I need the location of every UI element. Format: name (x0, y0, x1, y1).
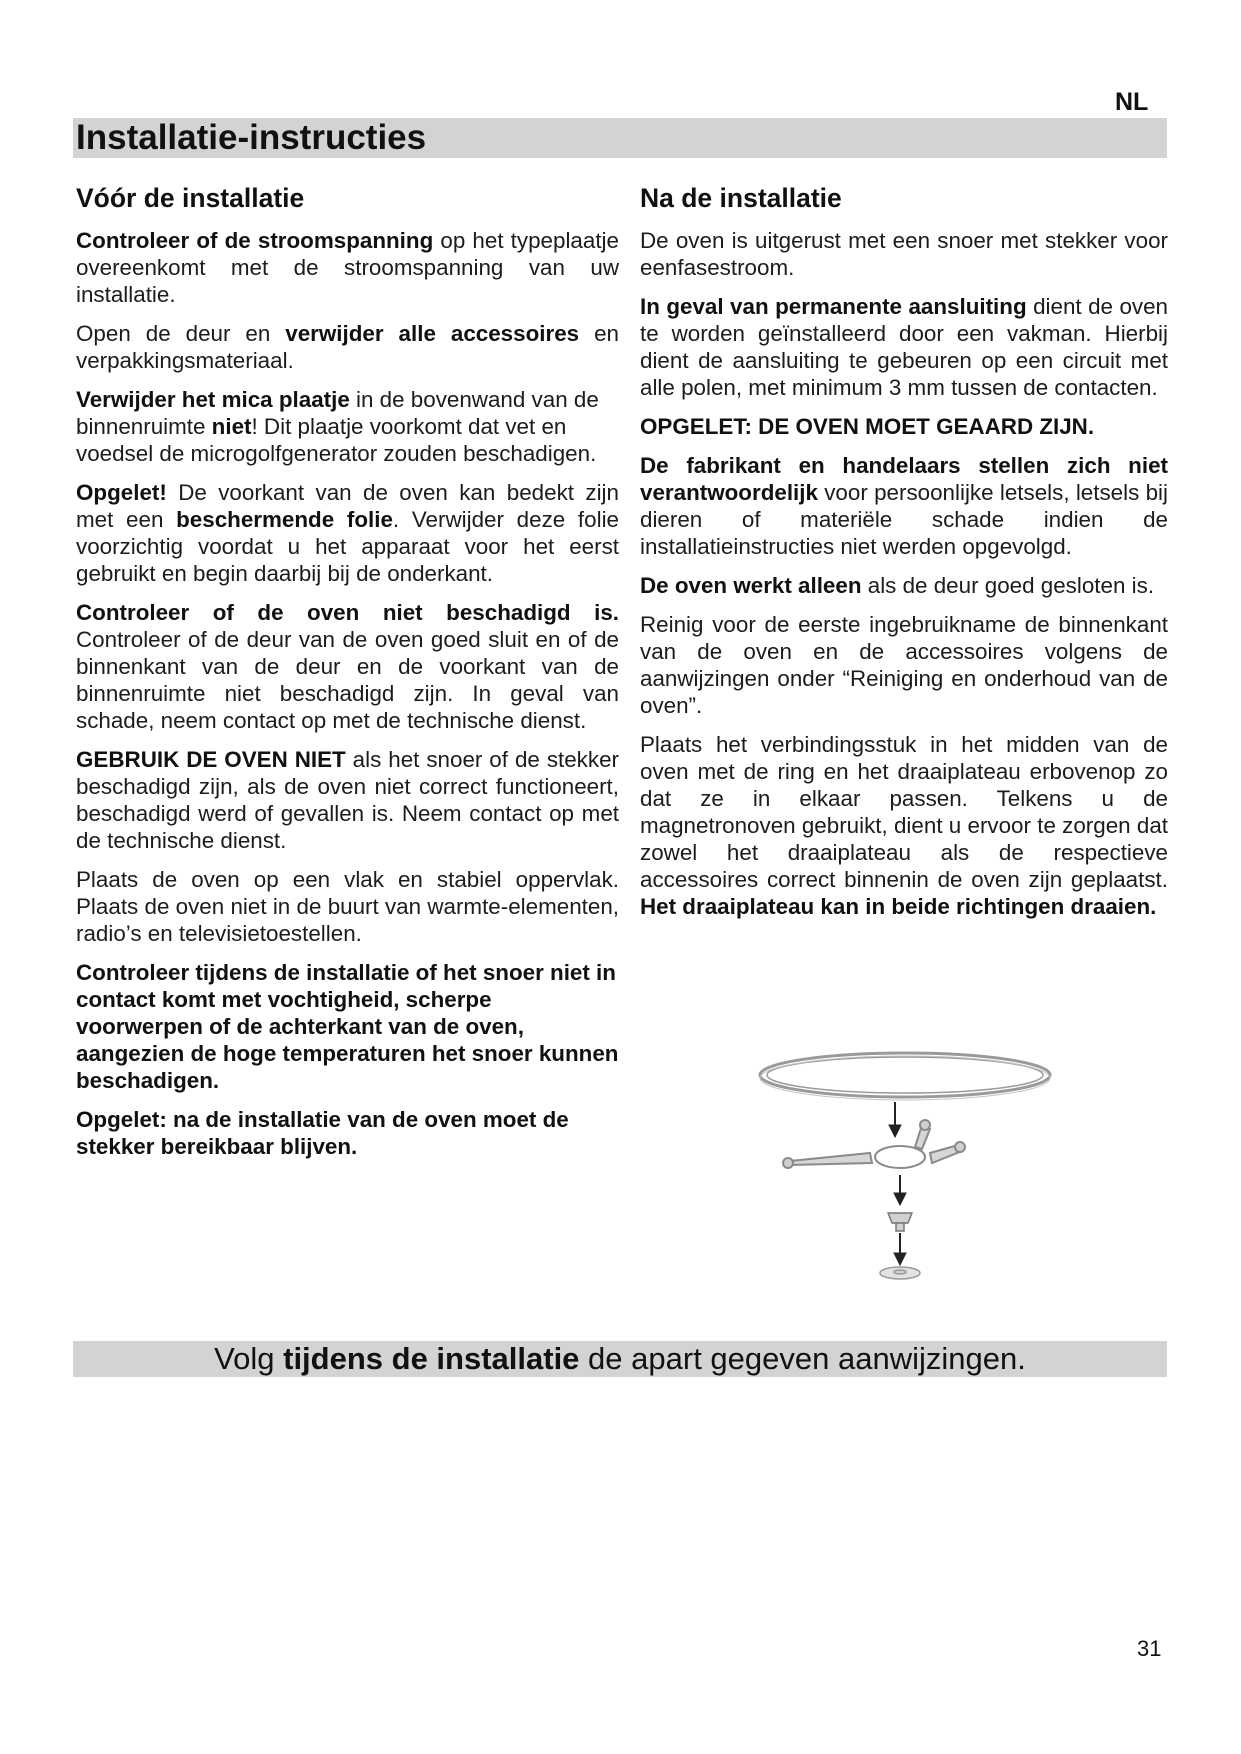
glass-turntable-plate (760, 1053, 1050, 1100)
drive-shaft-base (880, 1267, 920, 1279)
paragraph: Controleer of de stroomspanning op het typeplaatje overeenkomt met de stroomspanning van uw installatie. (76, 228, 619, 307)
after-installation-section (640, 180, 1168, 932)
paragraph: GEBRUIK DE OVEN NIET als het snoer of de stekker beschadigd zijn, als de oven niet correct functioneert, beschadigd werd of gevallen is. Neem contact op met de technische dienst. (76, 747, 619, 853)
roller-ring-support (783, 1120, 965, 1168)
footer-note-bar: Volg tijdens de installatie de apart gegeven aanwijzingen. (73, 1341, 1167, 1377)
paragraph: Controleer of de oven niet beschadigd is. Controleer of de deur van de oven goed sluit en of de binnenkant van de deur en de voorkant van de binnenruimte niet beschadigd zijn. In geval van schade, neem contact op met de technische dienst. (76, 600, 619, 733)
paragraph: Plaats de oven op een vlak en stabiel oppervlak. Plaats de oven niet in de buurt van warmte-elementen, radio’s en televisietoestellen. (76, 867, 619, 946)
paragraph: De oven is uitgerust met een snoer met stekker voor eenfasestroom. (640, 228, 1168, 280)
paragraph: Verwijder het mica plaatje in de bovenwand van de binnenruimte niet! Dit plaatje voorkomt dat vet en voedsel de microgolfgenerator zouden beschadigen. (76, 387, 599, 466)
paragraph: In geval van permanente aansluiting dient de oven te worden geïnstalleerd door een vakman. Hierbij dient de aansluiting te gebeuren op een circuit met alle polen, met minimum 3 mm tussen de contacten. (640, 294, 1168, 400)
paragraph: Opgelet! De voorkant van de oven kan bedekt zijn met een beschermende folie. Verwijder deze folie voorzichtig voordat u het apparaat voor het eerst gebruikt en begin daarbij bij de onderkant. (76, 480, 620, 586)
arrow-down-icon (889, 1102, 901, 1137)
arrow-down-icon (894, 1233, 906, 1265)
paragraph: Open de deur en verwijder alle accessoires en verpakkingsmateriaal. (76, 321, 619, 373)
page-title: Installatie-instructies (76, 118, 427, 157)
paragraph: Controleer tijdens de installatie of het snoer niet in contact komt met vochtigheid, scherpe voorwerpen of de achterkant van de oven, aangezien de hoge temperaturen het snoer kunnen beschadigen. (76, 960, 619, 1093)
paragraph: Plaats het verbindingsstuk in het midden van de oven met de ring en het draaiplateau erbovenop zo dat ze in elkaar passen. Telkens u de magnetronoven gebruikt, dient u ervoor te zorgen dat zowel het draaiplateau als de respectieve accessoires correct binnenin de oven zijn geplaatst. Het draaiplateau kan in beide richtingen draaien. (640, 732, 1168, 919)
language-label: NL (1115, 88, 1149, 116)
paragraph: De fabrikant en handelaars stellen zich niet verantwoordelijk voor persoonlijke letsels, letsels bij dieren of materiële schade indien de installatieinstructies niet werden opgevolgd. (640, 453, 1168, 559)
arrow-down-icon (894, 1175, 906, 1205)
paragraph: Reinig voor de eerste ingebruikname de binnenkant van de oven en de accessoires volgens de aanwijzingen onder “Reiniging en onderhoud van de oven”. (640, 612, 1168, 718)
paragraph: OPGELET: DE OVEN MOET GEAARD ZIJN. (640, 414, 1095, 439)
coupler-piece (888, 1213, 912, 1231)
paragraph: Opgelet: na de installatie van de oven moet de stekker bereikbaar blijven. (76, 1107, 569, 1159)
turntable-assembly-illustration (750, 1045, 1060, 1295)
section-heading-after: Na de installatie (640, 183, 842, 213)
page-number: 31 (1137, 1636, 1162, 1661)
section-heading-before: Vóór de installatie (76, 183, 305, 213)
title-bar (73, 118, 1167, 158)
before-installation-section (76, 180, 619, 1172)
paragraph: De oven werkt alleen als de deur goed gesloten is. (640, 573, 1155, 598)
